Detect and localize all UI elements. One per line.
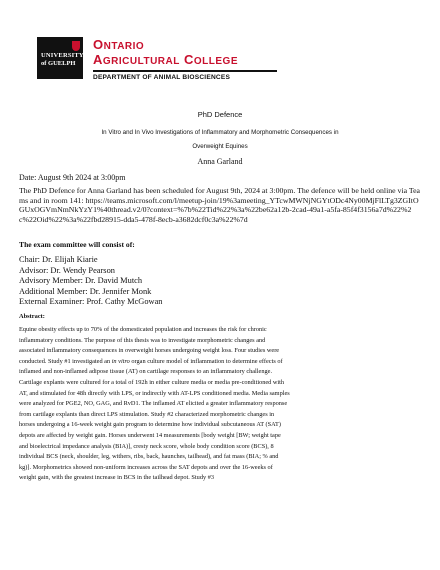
abstract-text-2: organ culture model of inflammation to determine effects of inflamed and non-inflamed adipose tissue (AT) on cartilage responses to an inflammatory challenge. Cartilage explants were cultured for a total of 192h in either culture media or media pre-conditioned with AT, and stimulated for 48h directly with LPS, or indirectly with AT-LPS conditioned media. Media samples were analyzed for PGE2, NO, GAG, and RvD1. The inflamed AT elicited a greater inflammatory response from cartilage explants than direct LPS stimulation. Study #2 characterized morphometric changes in horses undergoing a 16-week weight gain program to determine how individual subcutaneous AT (SAT) depots are affected by weight gain. Horses underwent 14 measurements [body weight [BW; weight tape and bioelectrical impedance analysis (BIA)], cresty neck score, whole body condition score (BCS), 8 individual BCS (neck, shoulder, leg, withers, ribs, back, haunches, tailhead), and fat mass (BIA; % and kg)]. Morphometrics showed non-uniform increases across the SAT depots and over the 16-weeks of weight gain, with the greatest increase in BCS in the tailhead depot. Study #3 [19, 357, 290, 482]
thesis-title-line1: In Vitro and In Vivo Investigations of Inflammatory and Morphometric Consequences in [101, 129, 339, 136]
college-line2-rest: GRICULTURAL [102, 56, 180, 67]
college-line1-initial: O [93, 37, 104, 52]
document-heading: PhD Defence [197, 110, 243, 119]
college-line2-initial2: C [184, 52, 194, 67]
abstract-italic: in vitro [111, 357, 130, 365]
header-rule [93, 70, 277, 72]
college-line1-rest: NTARIO [103, 41, 145, 52]
committee-list [19, 255, 421, 308]
logo-line1: UNIVERSITY [41, 52, 84, 59]
committee-member: Additional Member: Dr. Jennifer Monk [19, 286, 152, 296]
committee-member: External Examiner: Prof. Cathy McGowan [19, 297, 163, 307]
university-logo [37, 37, 83, 79]
college-line2-rest2: OLLEGE [193, 56, 239, 67]
thesis-title-line2: Overweight Equines [192, 143, 248, 150]
department-name: DEPARTMENT OF ANIMAL BIOSCIENCES [93, 73, 231, 81]
committee-member: Advisor: Dr. Wendy Pearson [19, 265, 115, 275]
college-name-line2 [93, 53, 277, 68]
crest-icon [72, 41, 80, 51]
intro-paragraph: The PhD Defence for Anna Garland has been scheduled for August 9th, 2024 at 3:00pm. The defence will be held online via Teams and in room 141: https://teams.microsoft.com/l/meetup-join/19%3ameeting_YTcwMWNjNGYtODc4Ny00MjFlLTg3ZGItOGUxOGVmNmNkYzY1%40thread.v2/0?context=%7b%22Tid%22%3a%22be62a12b-2cad-49a1-a5fa-85f4f3156a7d%22%2c%22Oid%22%3a%22fbd28915-dda5-478f-8ecb-a3682dcf0c3a%22%7d [19, 186, 421, 224]
college-brand [93, 38, 277, 81]
logo-line2: of GUELPH [41, 60, 76, 67]
committee-heading: The exam committee will consist of: [19, 240, 135, 249]
committee-member: Advisory Member: Dr. David Mutch [19, 276, 143, 286]
defence-date: Date: August 9th 2024 at 3:00pm [19, 173, 126, 182]
college-name-line1 [93, 38, 277, 53]
letterhead [27, 25, 417, 81]
college-line2-initial: A [93, 52, 103, 67]
abstract-text-1: Equine obesity effects up to 70% of the domesticated population and increases the risk for chronic inflammatory conditions. The purpose of this thesis was to investigate morphometric changes and associated inflammatory consequences in overweight horses undergoing weight loss. Four studies were conducted. Study #1 investigated an [19, 326, 280, 365]
candidate-name: Anna Garland [197, 157, 243, 166]
abstract-body [19, 325, 291, 484]
committee-member: Chair: Dr. Elijah Kiarie [19, 255, 98, 264]
abstract-heading: Abstract: [19, 313, 45, 320]
